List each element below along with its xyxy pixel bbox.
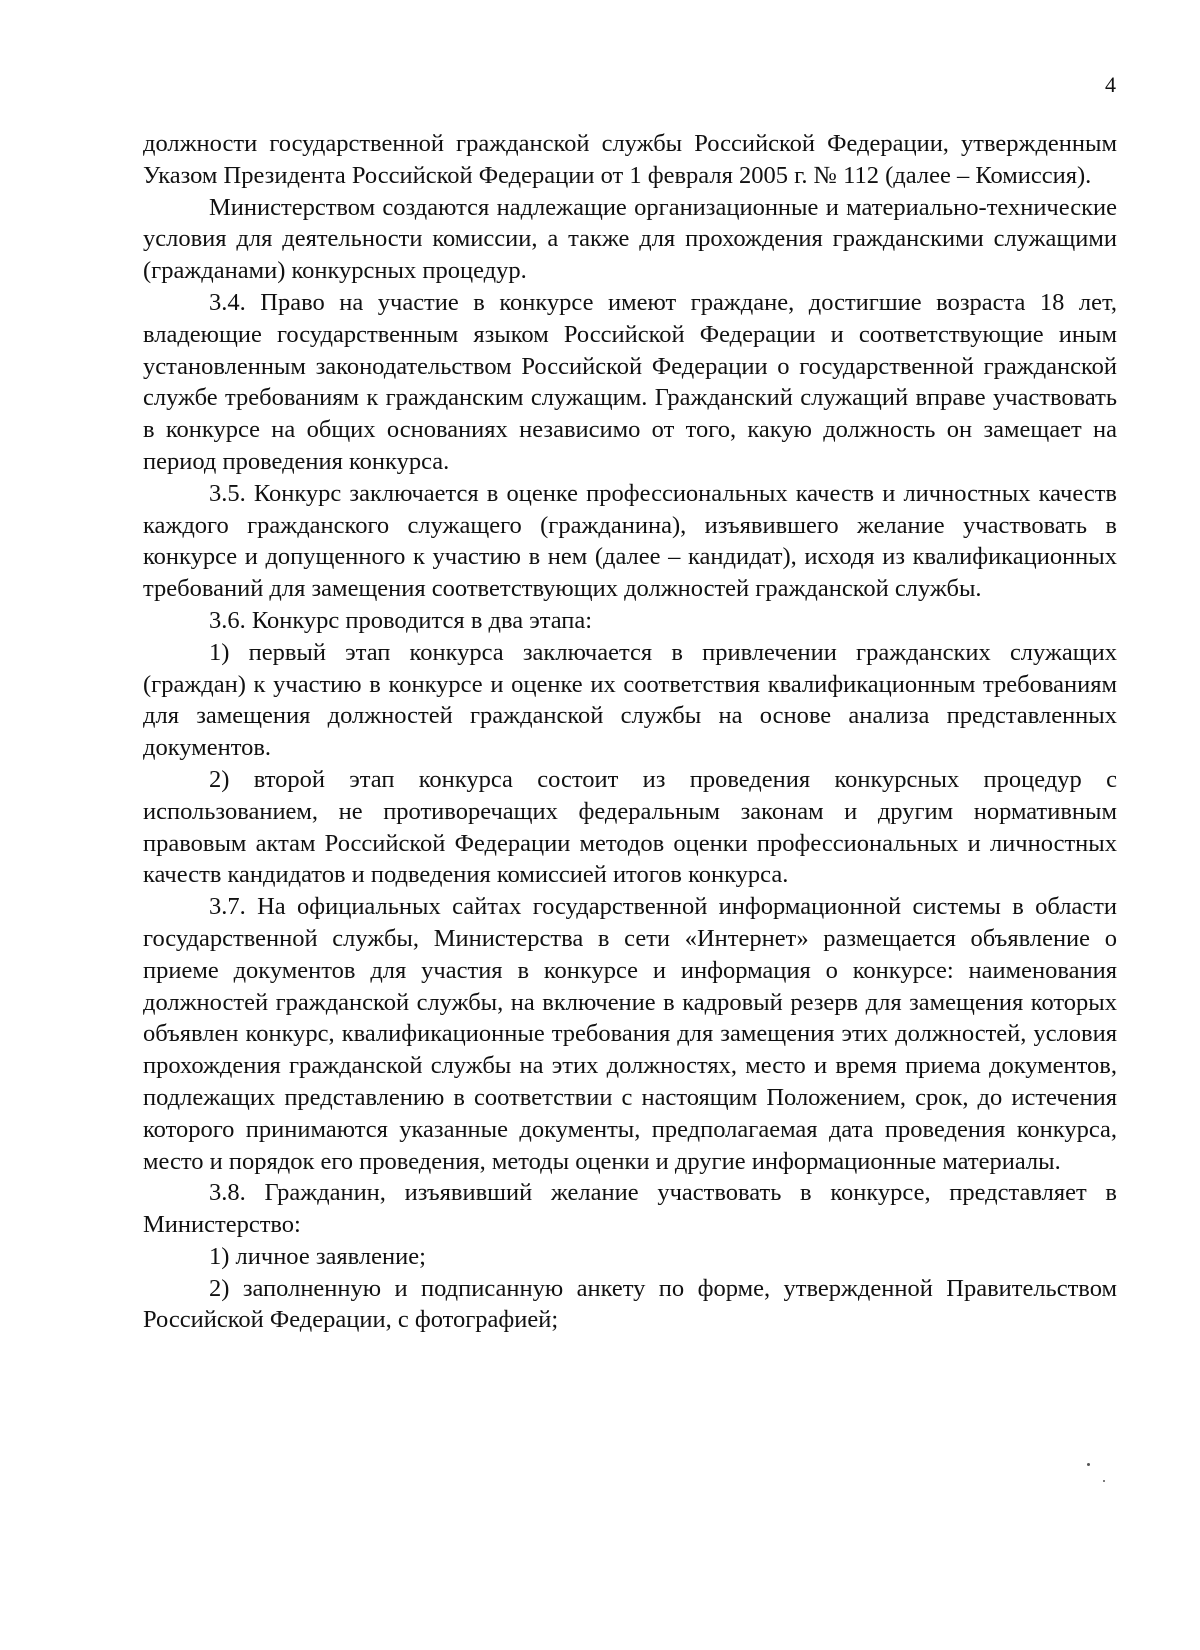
paragraph-ministry-conditions: Министерством создаются надлежащие организационные и материально-технические условия для деятельности комиссии, а также для прохождения гражданскими служащими (гражданами) конкурсных процедур. [143,193,1117,285]
paragraph-stage-two: 2) второй этап конкурса состоит из проведения конкурсных процедур с использованием, не противоречащих федеральным законам и другим нормативным правовым актам Российской Федерации методов оценки профессиональных и личностных качеств кандидатов и подведения комиссией итогов конкурса. [143,765,1117,889]
paragraph-3-5-assessment: 3.5. Конкурс заключается в оценке профессиональных качеств и личностных качеств каждого гражданского служащего (гражданина), изъявившего желание участвовать в конкурсе и допущенного к участию в нем (далее – кандидат), исходя из квалификационных требований для замещения соответствующих должностей гражданской службы. [143,479,1117,603]
paragraph-3-4-eligibility: 3.4. Право на участие в конкурсе имеют граждане, достигшие возраста 18 лет, владеющие государственным языком Российской Федерации и соответствующие иным установленным законодательством Российской Федерации о государственной гражданской службе требованиям к гражданским служащим. Гражданский служащий вправе участвовать в конкурсе на общих основаниях независимо от того, какую должность он замещает на период проведения конкурса. [143,288,1117,475]
paragraph-3-6-stages: 3.6. Конкурс проводится в два этапа: [209,606,593,634]
scan-speck [1087,1463,1090,1466]
paragraph-3-7-announcement: 3.7. На официальных сайтах государственной информационной системы в области государственной службы, Министерства в сети «Интернет» размещается объявление о приеме документов для участия в конкурсе и информация о конкурсе: наименования должностей гражданской службы, на включение в кадровый резерв для замещения которых объявлен конкурс, квалификационные требования для замещения этих должностей, условия прохождения гражданской службы на этих должностях, место и время приема документов, подлежащих представлению в соответствии с настоящим Положением, срок, до истечения которого принимаются указанные документы, предполагаемая дата проведения конкурса, место и порядок его проведения, методы оценки и другие информационные материалы. [143,893,1117,1175]
paragraph-3-8-documents: 3.8. Гражданин, изъявивший желание участвовать в конкурсе, представляет в Министерство: [143,1179,1117,1239]
paragraph-stage-one: 1) первый этап конкурса заключается в привлечении гражданских служащих (граждан) к участию в конкурсе и оценке их соответствия квалификационным требованиям для замещения должностей гражданской службы на основе анализа представленных документов. [143,638,1117,762]
document-body [143,128,1117,1336]
list-item-personal-application: 1) личное заявление; [209,1242,426,1270]
list-item-questionnaire: 2) заполненную и подписанную анкету по форме, утвержденной Правительством Российской Федерации, с фотографией; [143,1274,1117,1334]
scan-speck [1103,1480,1105,1482]
page-number: 4 [1105,72,1116,97]
paragraph-commission-reference: должности государственной гражданской службы Российской Федерации, утвержденным Указом Президента Российской Федерации от 1 февраля 2005 г. № 112 (далее – Комиссия). [143,130,1117,189]
